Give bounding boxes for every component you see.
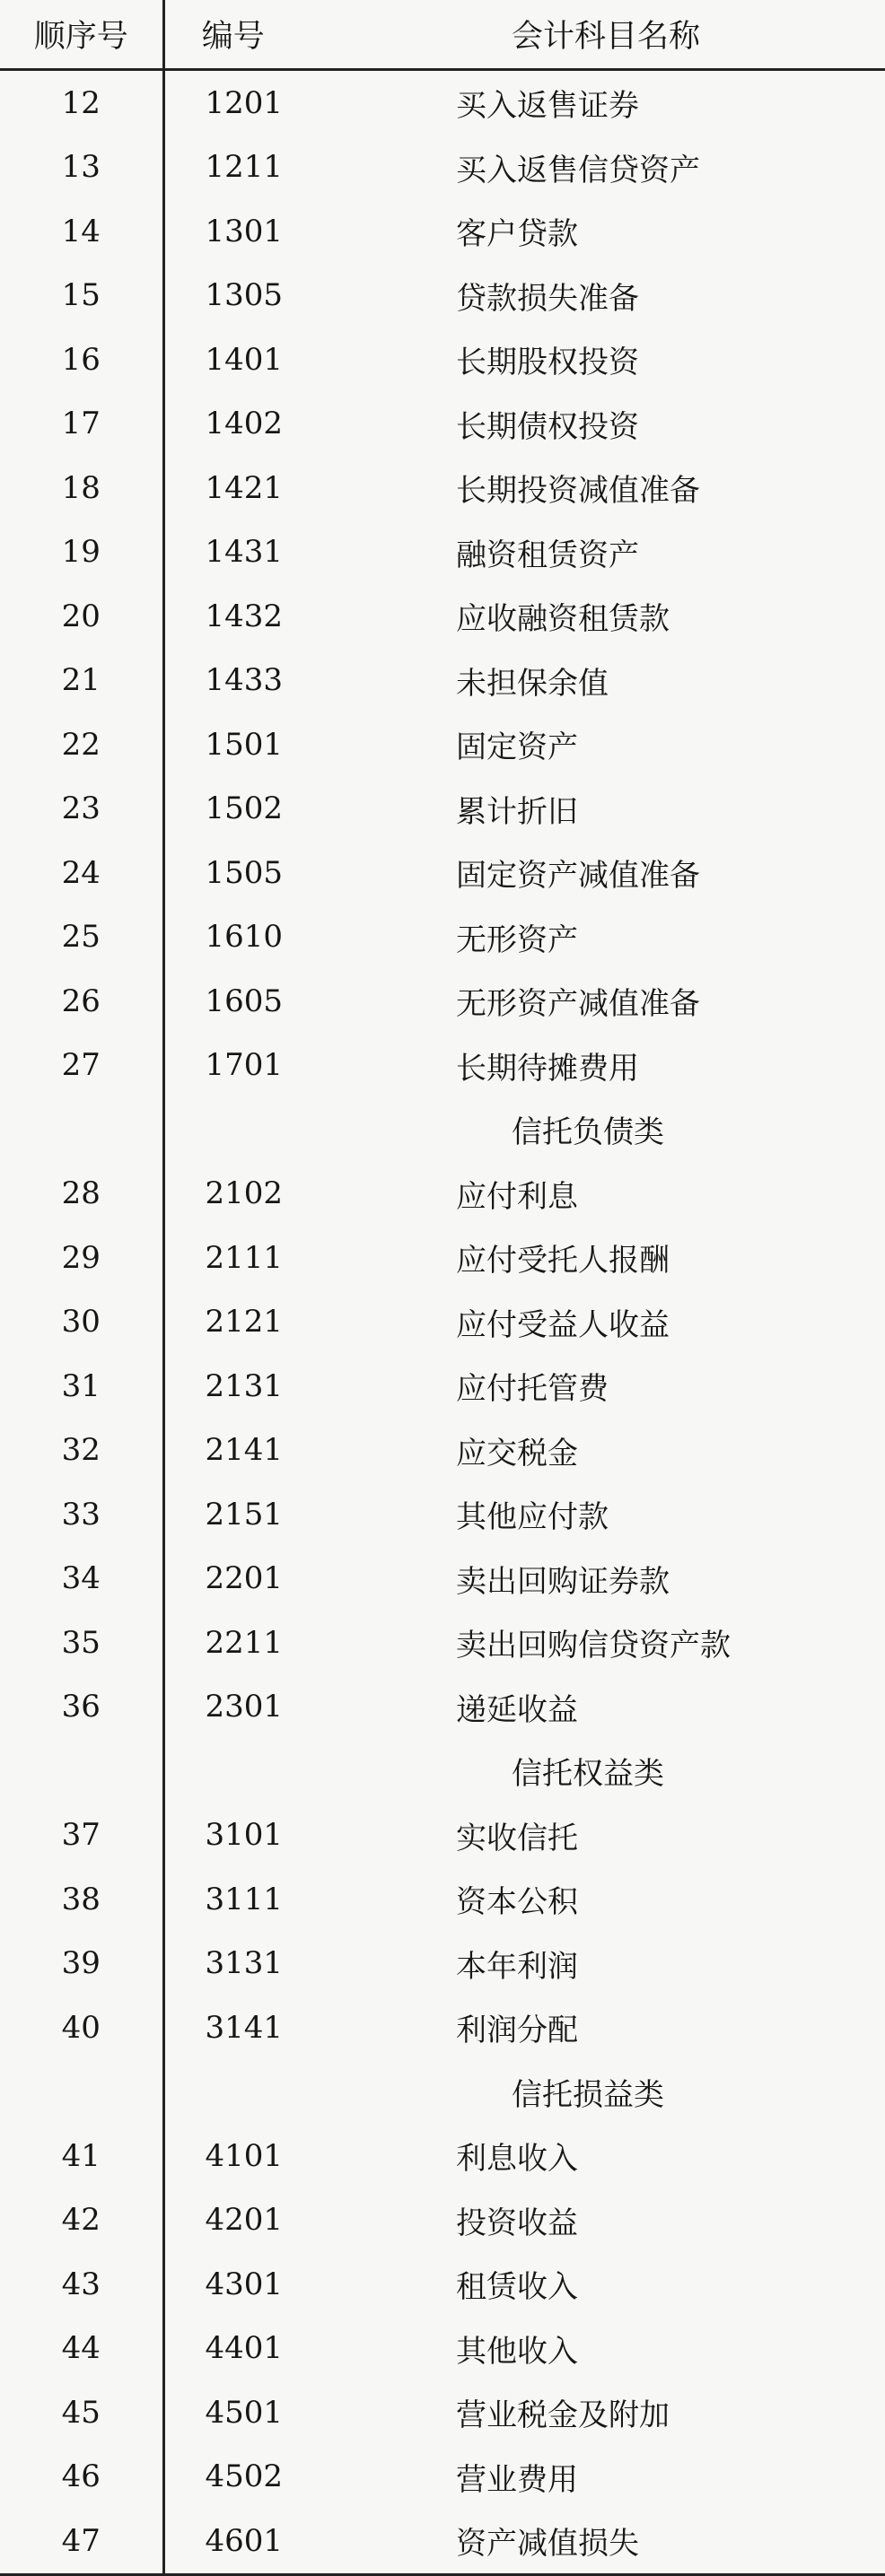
row-seq: 12 — [61, 84, 101, 121]
row-code: 3111 — [163, 1867, 337, 1932]
row-seq: 32 — [61, 1432, 101, 1469]
table-row — [0, 2188, 885, 2253]
table-row — [0, 712, 885, 777]
row-code — [163, 2060, 337, 2125]
table-row — [0, 70, 885, 135]
section-row — [0, 1097, 885, 1162]
table-row — [0, 135, 885, 200]
table-row — [0, 1162, 885, 1227]
table-header — [0, 0, 885, 70]
row-code: 1501 — [163, 712, 337, 777]
row-code: 2211 — [163, 1611, 337, 1675]
row-account-name: 营业费用 — [456, 2461, 578, 2498]
row-code: 1502 — [163, 777, 337, 842]
row-code: 2301 — [163, 1675, 337, 1740]
row-account-name: 卖出回购信贷资产款 — [456, 1628, 731, 1664]
row-seq: 20 — [61, 598, 101, 634]
row-account-name: 应付利息 — [456, 1178, 578, 1215]
row-seq: 47 — [0, 2509, 163, 2574]
row-seq: 14 — [61, 213, 101, 249]
row-account-name: 固定资产减值准备 — [456, 858, 700, 895]
row-seq: 35 — [61, 1624, 101, 1661]
row-seq: 42 — [61, 2202, 101, 2239]
row-seq: 30 — [61, 1304, 101, 1340]
row-seq: 22 — [61, 726, 101, 763]
row-code: 3131 — [163, 1932, 337, 1996]
section-row — [0, 2060, 885, 2125]
section-title: 信托负债类 — [512, 1114, 664, 1151]
header-code: 编号 — [163, 0, 337, 70]
table-row — [0, 1034, 885, 1098]
table-row — [0, 2445, 885, 2510]
table-row — [0, 1867, 885, 1932]
row-account-name: 投资收益 — [456, 2205, 578, 2241]
row-code: 2201 — [163, 1547, 337, 1611]
row-code: 1605 — [163, 969, 337, 1034]
row-code: 1701 — [163, 1034, 337, 1098]
row-seq: 24 — [61, 854, 101, 891]
table-row — [0, 1290, 885, 1355]
row-code: 4301 — [163, 2252, 337, 2317]
table-row — [0, 1482, 885, 1547]
row-code: 1211 — [163, 135, 337, 200]
table-row — [0, 392, 885, 457]
table-row — [0, 1547, 885, 1611]
row-seq: 41 — [61, 2137, 101, 2174]
row-account-name: 本年利润 — [456, 1948, 578, 1985]
row-code: 1421 — [163, 456, 337, 520]
table-row — [0, 2509, 885, 2574]
row-code: 4401 — [163, 2317, 337, 2381]
table-row — [0, 520, 885, 585]
row-account-name: 利润分配 — [456, 2013, 578, 2049]
row-account-name: 贷款损失准备 — [456, 280, 639, 317]
row-account-name: 卖出回购证券款 — [456, 1563, 670, 1600]
row-seq: 19 — [61, 534, 101, 571]
row-code: 2102 — [163, 1162, 337, 1227]
table-body — [0, 70, 885, 2575]
row-account-name: 应付受益人收益 — [456, 1306, 670, 1343]
row-seq: 25 — [61, 919, 101, 956]
row-account-name: 长期股权投资 — [456, 345, 639, 381]
row-code: 4601 — [163, 2509, 337, 2574]
row-code: 2121 — [163, 1290, 337, 1355]
row-account-name: 递延收益 — [456, 1691, 578, 1728]
row-code: 2141 — [163, 1419, 337, 1483]
row-account-name: 长期债权投资 — [456, 408, 639, 445]
row-account-name: 资本公积 — [456, 1884, 578, 1921]
row-code: 2151 — [163, 1482, 337, 1547]
row-account-name: 其他收入 — [456, 2333, 578, 2370]
table-row — [0, 1611, 885, 1675]
section-row — [0, 1739, 885, 1803]
row-seq: 17 — [61, 406, 101, 442]
row-account-name: 固定资产 — [456, 729, 578, 766]
row-seq: 18 — [61, 469, 101, 506]
row-seq: 46 — [61, 2458, 101, 2495]
table-row — [0, 841, 885, 905]
row-seq: 39 — [61, 1945, 101, 1982]
row-account-name: 长期待摊费用 — [456, 1050, 639, 1087]
row-account-name: 应交税金 — [456, 1435, 578, 1471]
row-code: 3101 — [163, 1803, 337, 1868]
row-code: 4501 — [163, 2380, 337, 2445]
row-account-name: 融资租赁资产 — [456, 537, 639, 573]
table-row — [0, 1995, 885, 2060]
section-title: 信托权益类 — [512, 1756, 664, 1793]
table-row — [0, 905, 885, 970]
row-account-name: 营业税金及附加 — [456, 2397, 670, 2434]
table-row — [0, 1675, 885, 1740]
row-code: 1201 — [163, 70, 337, 135]
table-row — [0, 1419, 885, 1483]
table-row — [0, 1803, 885, 1868]
row-seq: 45 — [61, 2394, 101, 2431]
row-account-name: 买入返售证券 — [456, 88, 639, 125]
row-code: 3141 — [163, 1995, 337, 2060]
row-account-name: 累计折旧 — [456, 793, 578, 830]
row-code — [163, 1739, 337, 1803]
row-account-name: 客户贷款 — [456, 216, 578, 253]
row-code: 2131 — [163, 1354, 337, 1419]
table-row — [0, 584, 885, 649]
row-code: 1505 — [163, 841, 337, 905]
row-code: 1431 — [163, 520, 337, 585]
row-account-name: 应付托管费 — [456, 1371, 609, 1408]
table-row — [0, 1354, 885, 1419]
row-account-name: 长期投资减值准备 — [456, 473, 700, 510]
row-account-name: 其他应付款 — [456, 1499, 609, 1536]
row-code: 4101 — [163, 2124, 337, 2188]
row-code: 1432 — [163, 584, 337, 649]
row-account-name: 资产减值损失 — [337, 2509, 885, 2574]
table-row — [0, 199, 885, 264]
row-seq: 26 — [61, 982, 101, 1019]
row-seq: 37 — [61, 1817, 101, 1854]
table-row — [0, 1226, 885, 1290]
row-code: 4502 — [163, 2445, 337, 2510]
row-account-name: 利息收入 — [456, 2141, 578, 2178]
row-account-name: 无形资产减值准备 — [456, 986, 700, 1023]
row-seq: 21 — [61, 662, 101, 699]
row-seq: 43 — [61, 2266, 101, 2302]
row-code: 4201 — [163, 2188, 337, 2253]
row-code: 1305 — [163, 264, 337, 328]
table-row — [0, 2252, 885, 2317]
row-seq: 13 — [61, 149, 101, 186]
row-seq: 16 — [61, 341, 101, 378]
row-seq: 44 — [61, 2330, 101, 2367]
row-seq: 23 — [61, 790, 101, 827]
row-account-name: 未担保余值 — [456, 665, 609, 702]
table-row — [0, 264, 885, 328]
table-row — [0, 777, 885, 842]
row-code: 1301 — [163, 199, 337, 264]
row-code: 1402 — [163, 392, 337, 457]
section-title: 信托损益类 — [512, 2076, 664, 2113]
row-seq: 40 — [61, 2009, 101, 2046]
row-code: 1401 — [163, 327, 337, 392]
table-row — [0, 456, 885, 520]
table-row — [0, 327, 885, 392]
row-code: 1610 — [163, 905, 337, 970]
row-account-name: 应收融资租赁款 — [456, 601, 670, 638]
row-seq: 31 — [61, 1367, 101, 1404]
table-row — [0, 2124, 885, 2188]
row-seq: 33 — [61, 1496, 101, 1533]
row-account-name: 实收信托 — [456, 1820, 578, 1856]
table-row — [0, 2380, 885, 2445]
table-row — [0, 969, 885, 1034]
row-account-name: 应付受托人报酬 — [456, 1243, 670, 1279]
row-seq: 36 — [61, 1689, 101, 1725]
table-row — [0, 649, 885, 713]
row-seq: 27 — [61, 1047, 101, 1084]
header-row — [0, 0, 885, 70]
header-name: 会计科目名称 — [337, 0, 885, 70]
row-seq — [0, 2060, 163, 2125]
row-account-name: 租赁收入 — [456, 2269, 578, 2306]
row-seq: 38 — [61, 1881, 101, 1917]
row-code: 2111 — [163, 1226, 337, 1290]
header-seq: 顺序号 — [0, 0, 163, 70]
row-seq — [0, 1097, 163, 1162]
row-seq: 34 — [61, 1560, 101, 1597]
row-seq: 15 — [61, 277, 101, 314]
row-seq: 28 — [61, 1175, 101, 1212]
table-row — [0, 2317, 885, 2381]
row-seq — [0, 1739, 163, 1803]
row-code: 1433 — [163, 649, 337, 713]
row-seq: 29 — [61, 1239, 101, 1276]
table-row — [0, 1932, 885, 1996]
row-account-name: 无形资产 — [456, 921, 578, 958]
row-account-name: 买入返售信贷资产 — [456, 152, 700, 188]
row-code — [163, 1097, 337, 1162]
